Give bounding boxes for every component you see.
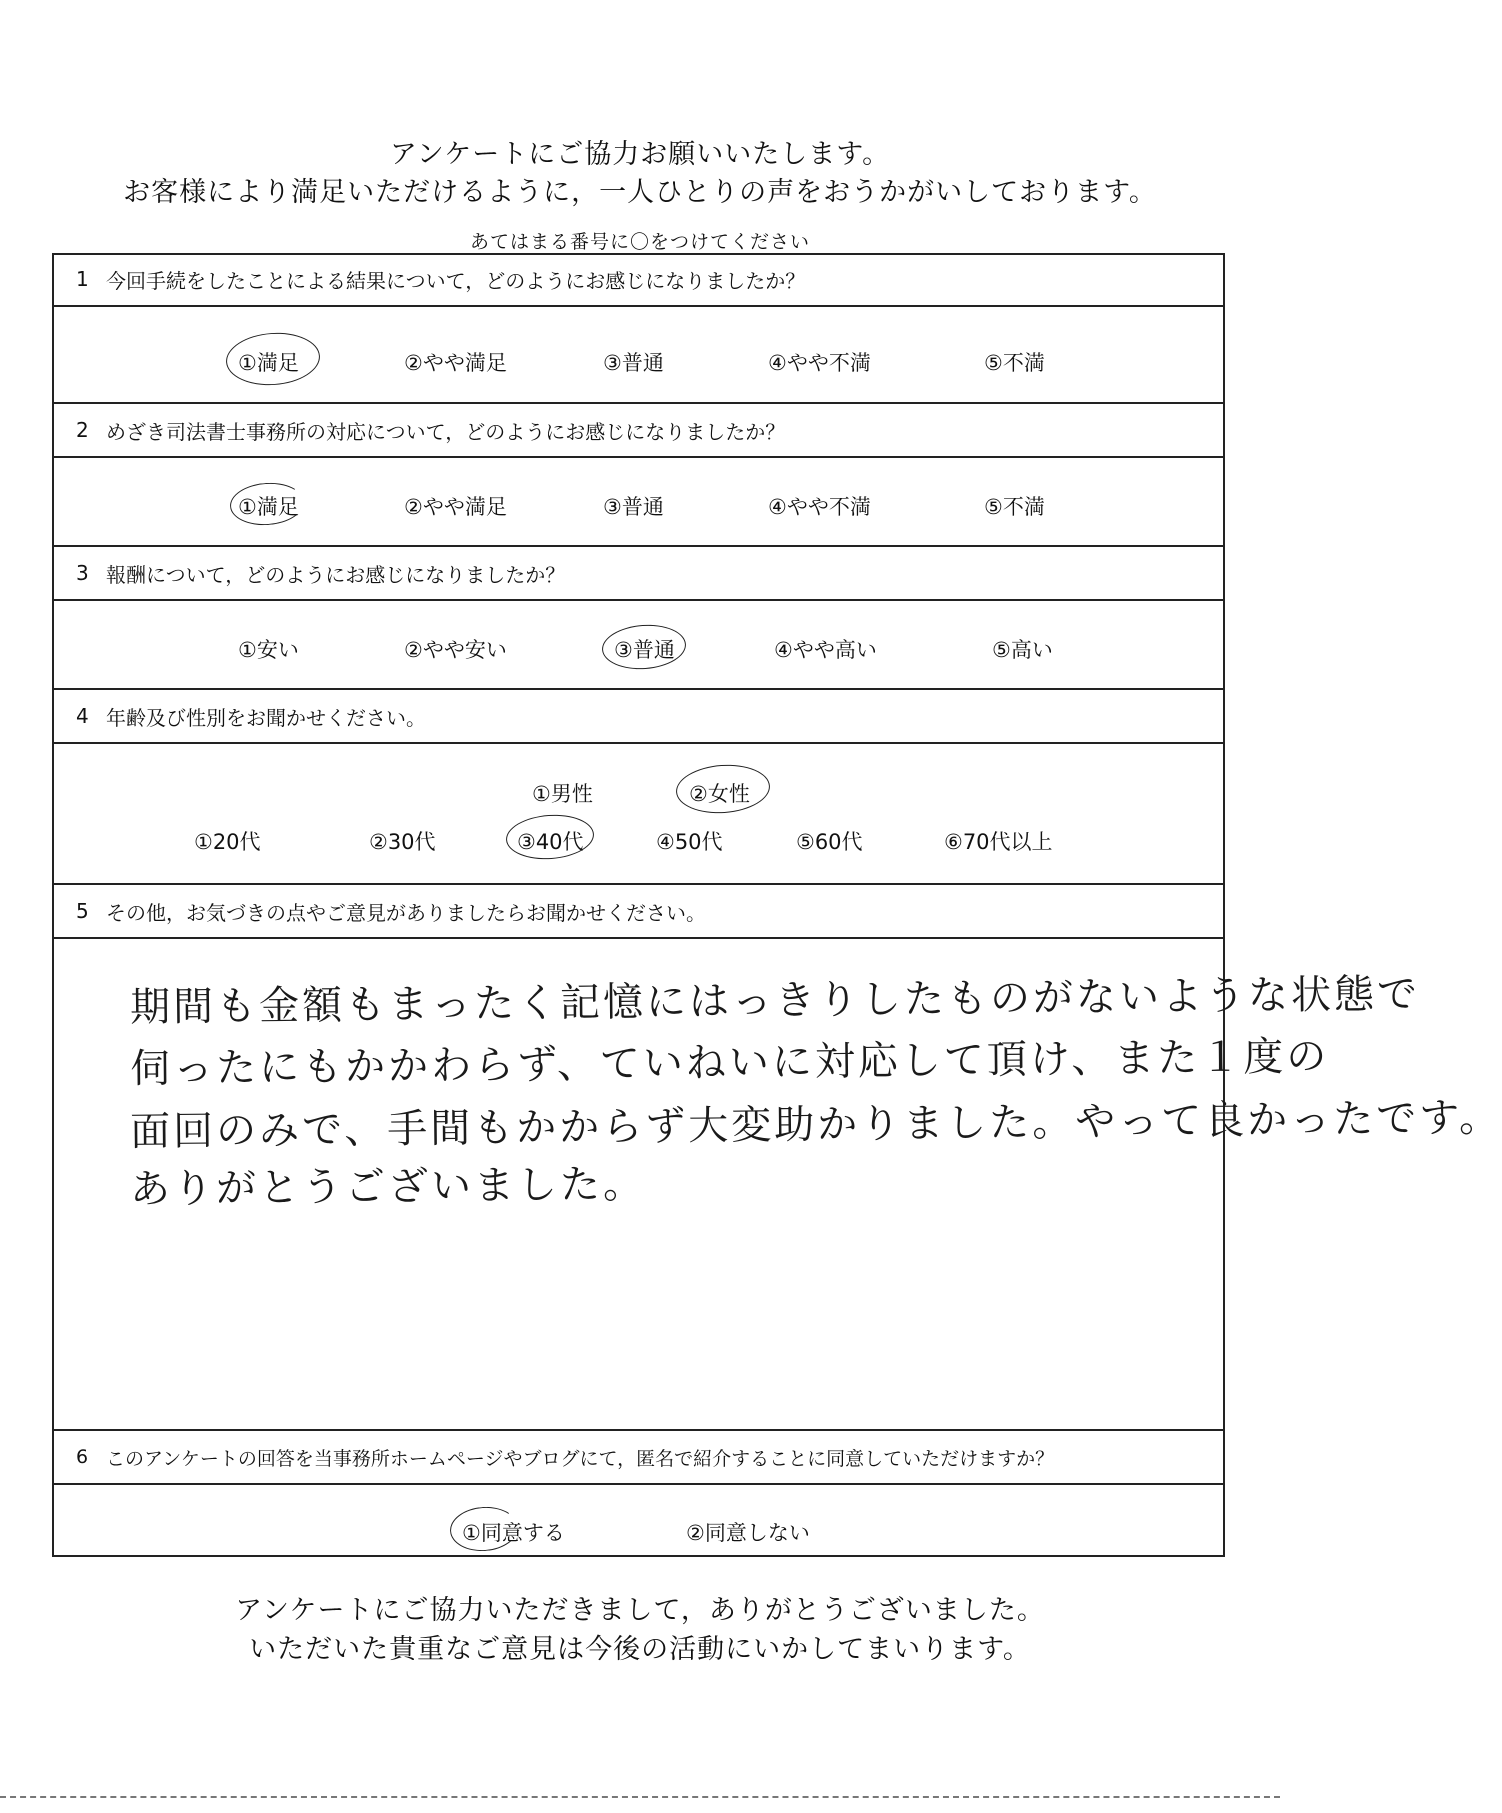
q4-age-option-4[interactable]: ④50代 xyxy=(656,830,723,854)
q2-option-2[interactable]: ②やや満足 xyxy=(404,495,507,519)
q5-answer-line-1: 期間も金額もまったく記憶にはっきりしたものがないような状態で xyxy=(129,971,1421,1031)
q3-option-2[interactable]: ②やや安い xyxy=(404,638,507,662)
q5-answer-line-4: ありがとうございました。 xyxy=(129,1161,647,1213)
q1-option-5[interactable]: ⑤不満 xyxy=(984,351,1045,375)
header-line-1: アンケートにご協力お願いいたします。 xyxy=(389,139,891,170)
q4-age-option-6[interactable]: ⑥70代以上 xyxy=(944,830,1053,854)
header-line-2: お客様により満足いただけるように，一人ひとりの声をおうかがいしております。 xyxy=(123,177,1157,208)
q5-answer-line-3: 面回のみで、手間もかからず大変助かりました。やって良かったです。 xyxy=(129,1094,1502,1156)
footer-line-2: いただいた貴重なご意見は今後の活動にいかしてまいります。 xyxy=(249,1634,1031,1665)
q4-gender-option-2[interactable]: ②女性 xyxy=(689,782,750,806)
question-3-header xyxy=(54,545,1223,601)
q4-age-option-3[interactable]: ③40代 xyxy=(517,830,584,854)
question-1-number: 1 xyxy=(76,267,89,291)
question-6-number: 6 xyxy=(76,1446,89,1468)
q6-option-1[interactable]: ①同意する xyxy=(462,1521,565,1545)
q2-option-3[interactable]: ③普通 xyxy=(603,495,664,519)
question-1-text: 今回手続をしたことによる結果について，どのようにお感じになりましたか？ xyxy=(106,268,806,293)
q3-option-3[interactable]: ③普通 xyxy=(614,638,675,662)
q6-option-2[interactable]: ②同意しない xyxy=(686,1521,810,1545)
q3-option-1[interactable]: ①安い xyxy=(238,638,299,662)
q4-age-option-2[interactable]: ②30代 xyxy=(369,830,436,854)
q4-gender-option-1[interactable]: ①男性 xyxy=(532,782,593,806)
q5-answer-line-2: 伺ったにもかかわらず、ていねいに対応して頂け、また１度の xyxy=(129,1033,1330,1093)
survey-form xyxy=(52,253,1502,1557)
q3-selection-circle xyxy=(601,622,688,672)
q1-selection-circle xyxy=(224,330,321,388)
question-2-header xyxy=(54,402,1223,458)
q4-gender-selection-circle xyxy=(674,762,771,816)
question-2-number: 2 xyxy=(76,418,89,442)
q4-age-option-5[interactable]: ⑤60代 xyxy=(796,830,863,854)
q2-option-1[interactable]: ①満足 xyxy=(238,495,299,519)
question-4-header xyxy=(54,688,1223,744)
question-6-text: このアンケートの回答を当事務所ホームページやブログにて，匿名で紹介することに同意していただけますか？ xyxy=(106,1447,1055,1470)
q3-option-4[interactable]: ④やや高い xyxy=(774,638,877,662)
question-4-text: 年齢及び性別をお聞かせください。 xyxy=(106,705,426,730)
q2-option-4[interactable]: ④やや不満 xyxy=(768,495,871,519)
scan-bottom-edge xyxy=(0,1796,1280,1798)
q2-option-5[interactable]: ⑤不満 xyxy=(984,495,1045,519)
question-3-number: 3 xyxy=(76,561,89,585)
question-5-header xyxy=(54,883,1223,939)
question-3-text: 報酬について，どのようにお感じになりましたか？ xyxy=(106,562,566,587)
q1-option-4[interactable]: ④やや不満 xyxy=(768,351,871,375)
q1-option-2[interactable]: ②やや満足 xyxy=(404,351,507,375)
question-1-header xyxy=(54,253,1223,307)
q1-option-3[interactable]: ③普通 xyxy=(603,351,664,375)
q1-option-1[interactable]: ①満足 xyxy=(238,351,299,375)
question-5-number: 5 xyxy=(76,899,89,923)
q4-age-option-1[interactable]: ①20代 xyxy=(194,830,261,854)
question-2-text: めざき司法書士事務所の対応について，どのようにお感じになりましたか？ xyxy=(106,419,786,444)
footer-line-1: アンケートにご協力いただきまして，ありがとうございました。 xyxy=(235,1595,1045,1626)
question-6-header xyxy=(54,1429,1223,1485)
instruction-text: あてはまる番号に〇をつけてください xyxy=(469,231,810,253)
question-4-number: 4 xyxy=(76,704,89,728)
q3-option-5[interactable]: ⑤高い xyxy=(992,638,1053,662)
question-5-text: その他，お気づきの点やご意見がありましたらお聞かせください。 xyxy=(106,900,706,925)
